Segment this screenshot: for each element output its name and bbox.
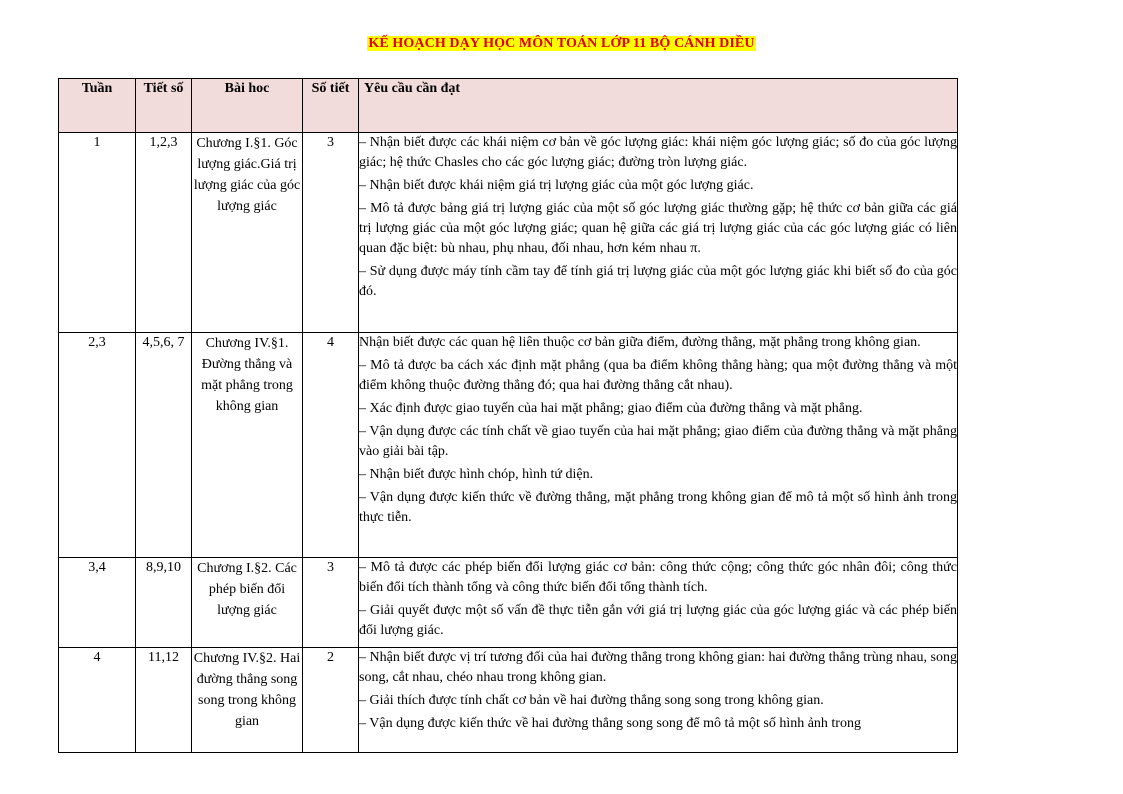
requirement-item: – Vận dụng được các tính chất về giao tuyến của hai mặt phẳng; giao điểm của đường thẳng và mặt phẳng vào giải bài tập. bbox=[359, 424, 957, 459]
requirement-item: – Vận dụng được kiến thức về đường thẳng, mặt phẳng trong không gian để mô tả một số hình ảnh trong thực tiễn. bbox=[359, 490, 957, 525]
requirement-item: – Nhận biết được khái niệm giá trị lượng giác của một góc lượng giác. bbox=[359, 178, 754, 193]
requirements-cell bbox=[359, 648, 958, 753]
requirement-item: – Mô tả được ba cách xác định mặt phẳng (qua ba điểm không thẳng hàng; qua một đường thẳng và một điểm không thuộc đường thẳng đó; qua hai đường thẳng cắt nhau). bbox=[359, 358, 957, 393]
lesson-plan-table bbox=[58, 78, 958, 753]
count-cell: 2 bbox=[303, 648, 359, 753]
requirement-item: – Nhận biết được các khái niệm cơ bản về góc lượng giác: khái niệm góc lượng giác; số đo của góc lượng giác; hệ thức Chasles cho các góc lượng giác; đường tròn lượng giác. bbox=[359, 135, 957, 170]
document-title bbox=[0, 36, 1123, 52]
requirements-cell bbox=[359, 333, 958, 558]
periods-cell: 11,12 bbox=[136, 648, 192, 753]
header-count: Số tiết bbox=[303, 79, 359, 133]
header-week: Tuần bbox=[59, 79, 136, 133]
requirement-item: – Mô tả được các phép biến đổi lượng giác cơ bản: công thức cộng; công thức góc nhân đôi; công thức biến đổi tích thành tổng và công thức biến đổi tổng thành tích. bbox=[359, 560, 957, 595]
requirement-item: – Giải quyết được một số vấn đề thực tiễn gắn với giá trị lượng giác của góc lượng giác và các phép biến đổi lượng giác. bbox=[359, 603, 957, 638]
requirements-cell bbox=[359, 558, 958, 648]
requirement-item: – Xác định được giao tuyến của hai mặt phẳng; giao điểm của đường thẳng và mặt phẳng. bbox=[359, 401, 863, 416]
header-requirements: Yêu cầu cần đạt bbox=[359, 79, 958, 133]
week-cell: 4 bbox=[59, 648, 136, 753]
table-header-row bbox=[59, 79, 958, 133]
requirement-item: – Mô tả được bảng giá trị lượng giác của một số góc lượng giác thường gặp; hệ thức cơ bản giữa các giá trị lượng giác của một góc lượng giác; quan hệ giữa các giá trị lượng giác của các góc lượng giác có liên quan đặc biệt: bù nhau, phụ nhau, đối nhau, hơn kém nhau π. bbox=[359, 201, 957, 256]
requirements-cell bbox=[359, 133, 958, 333]
periods-cell: 1,2,3 bbox=[136, 133, 192, 333]
week-cell: 1 bbox=[59, 133, 136, 333]
table-row bbox=[59, 333, 958, 558]
count-cell: 3 bbox=[303, 133, 359, 333]
table-row bbox=[59, 648, 958, 753]
table-row bbox=[59, 558, 958, 648]
requirement-item: – Vận dụng được kiến thức về hai đường thẳng song song để mô tả một số hình ảnh trong bbox=[359, 716, 861, 731]
count-cell: 4 bbox=[303, 333, 359, 558]
requirement-item: Nhận biết được các quan hệ liên thuộc cơ bản giữa điểm, đường thẳng, mặt phẳng trong không gian. bbox=[359, 335, 921, 350]
requirement-item: – Giải thích được tính chất cơ bản về hai đường thẳng song song trong không gian. bbox=[359, 693, 824, 708]
week-cell: 2,3 bbox=[59, 333, 136, 558]
periods-cell: 4,5,6, 7 bbox=[136, 333, 192, 558]
header-periods: Tiết số bbox=[136, 79, 192, 133]
periods-cell: 8,9,10 bbox=[136, 558, 192, 648]
requirement-item: – Sử dụng được máy tính cầm tay để tính giá trị lượng giác của một góc lượng giác khi biết số đo của góc đó. bbox=[359, 264, 957, 299]
count-cell: 3 bbox=[303, 558, 359, 648]
requirement-item: – Nhận biết được hình chóp, hình tứ diện. bbox=[359, 467, 594, 482]
lesson-cell: Chương I.§2. Các phép biến đổi lượng giác bbox=[192, 558, 303, 648]
document-title-text: KẾ HOẠCH DẠY HỌC MÔN TOÁN LỚP 11 BỘ CÁNH DIỀU bbox=[368, 36, 755, 51]
lesson-cell: Chương IV.§2. Hai đường thẳng song song trong không gian bbox=[192, 648, 303, 753]
week-cell: 3,4 bbox=[59, 558, 136, 648]
header-lesson: Bài hoc bbox=[192, 79, 303, 133]
lesson-cell: Chương IV.§1. Đường thẳng và mặt phẳng trong không gian bbox=[192, 333, 303, 558]
requirement-item: – Nhận biết được vị trí tương đối của hai đường thẳng trong không gian: hai đường thẳng trùng nhau, song song, cắt nhau, chéo nhau trong không gian. bbox=[359, 650, 957, 685]
table-row bbox=[59, 133, 958, 333]
lesson-cell: Chương I.§1. Góc lượng giác.Giá trị lượng giác của góc lượng giác bbox=[192, 133, 303, 333]
